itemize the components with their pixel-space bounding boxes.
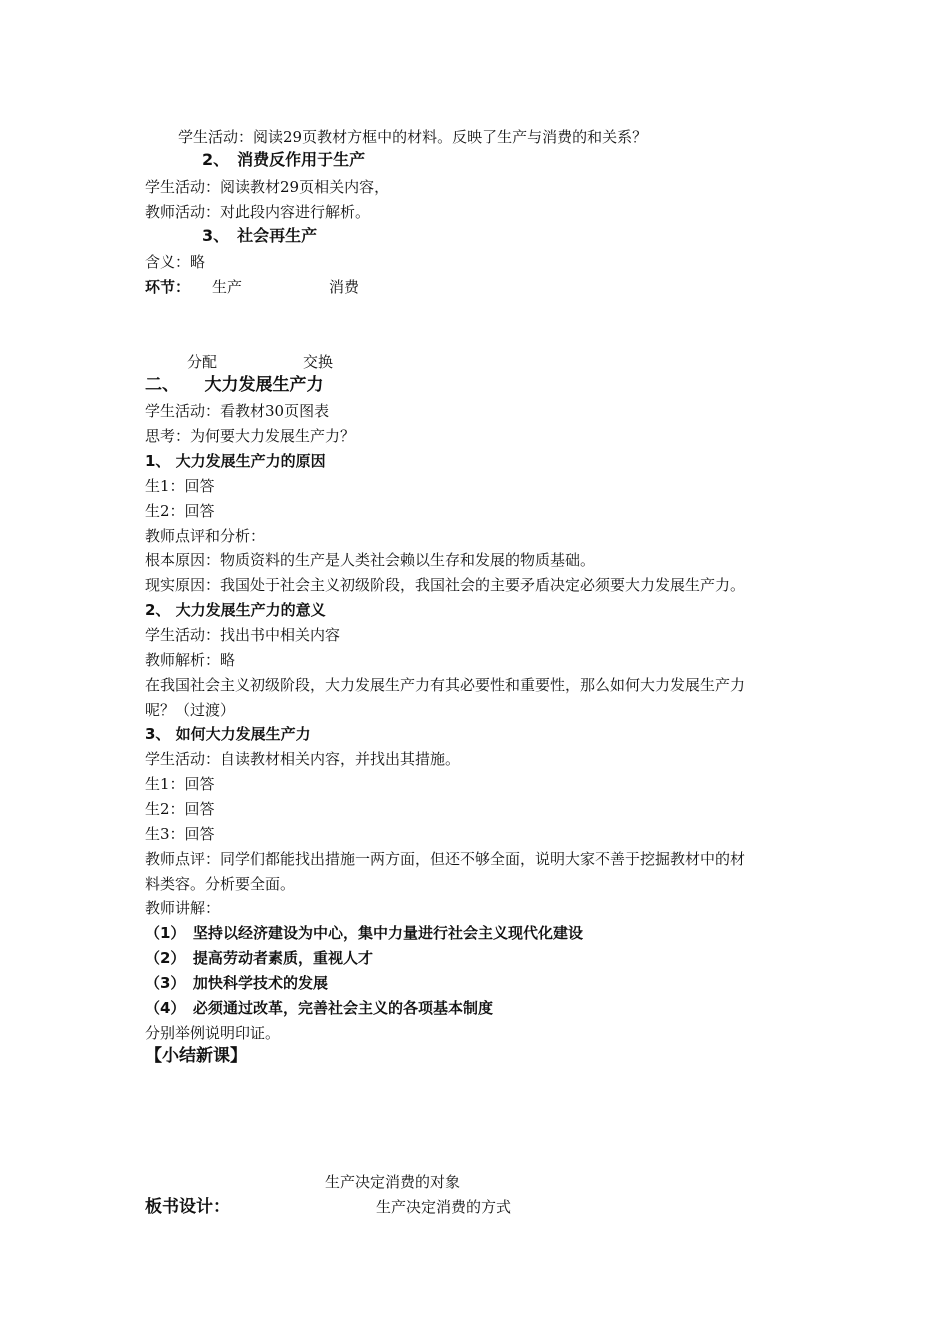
text-line: 料类容。分析要全面。: [145, 875, 296, 893]
section-heading: 二、 大力发展生产力: [145, 375, 324, 395]
text-line: 生2：回答: [145, 502, 215, 520]
text-line: 生3：回答: [145, 825, 215, 843]
cycle-step: 生产: [212, 278, 243, 296]
text-line: 思考：为何要大力发展生产力？: [145, 427, 356, 445]
heading: 3、 社会再生产: [202, 226, 318, 245]
board-design-label: 板书设计：: [145, 1197, 230, 1217]
text-line: 学生活动：看教材30页图表: [145, 402, 330, 420]
subheading: 3、 如何大力发展生产力: [145, 725, 311, 743]
subheading: 2、 大力发展生产力的意义: [145, 601, 326, 619]
text-line: 学生活动：找出书中相关内容: [145, 626, 341, 644]
text-line: 生1：回答: [145, 477, 215, 495]
text-line: 分别举例说明印证。: [145, 1024, 281, 1042]
board-item: 生产决定消费的方式: [376, 1198, 512, 1216]
cycle-step: 消费: [329, 278, 360, 296]
text-line: 生2：回答: [145, 800, 215, 818]
cycle-step: 交换: [303, 353, 334, 371]
board-item: 生产决定消费的对象: [325, 1173, 461, 1191]
text-line: 教师解析：略: [145, 651, 236, 669]
list-item: （2） 提高劳动者素质，重视人才: [145, 949, 373, 967]
label: 环节：: [145, 278, 191, 296]
text-line: 教师点评和分析：: [145, 527, 266, 545]
text-line: 呢？（过渡）: [145, 701, 236, 719]
text-line: 学生活动：阅读29页教材方框中的材料。反映了生产与消费的和关系？: [178, 128, 648, 146]
cycle-step: 分配: [187, 353, 218, 371]
subheading: 1、 大力发展生产力的原因: [145, 452, 326, 470]
text-line: 在我国社会主义初级阶段，大力发展生产力有其必要性和重要性，那么如何大力发展生产力: [145, 676, 746, 694]
text-line: 根本原因：物质资料的生产是人类社会赖以生存和发展的物质基础。: [145, 551, 596, 569]
list-item: （3） 加快科学技术的发展: [145, 974, 328, 992]
heading: 2、 消费反作用于生产: [202, 150, 366, 169]
list-item: （4） 必须通过改革，完善社会主义的各项基本制度: [145, 999, 493, 1017]
text-line: 含义：略: [145, 253, 206, 271]
text-line: 现实原因：我国处于社会主义初级阶段，我国社会的主要矛盾决定必须要大力发展生产力。: [145, 576, 746, 594]
text-line: 生1：回答: [145, 775, 215, 793]
list-item: （1） 坚持以经济建设为中心，集中力量进行社会主义现代化建设: [145, 924, 583, 942]
text-line: 学生活动：自读教材相关内容，并找出其措施。: [145, 750, 461, 768]
text-line: 教师点评：同学们都能找出措施一两方面，但还不够全面，说明大家不善于挖掘教材中的材: [145, 850, 746, 868]
text-line: 学生活动：阅读教材29页相关内容，: [145, 178, 390, 196]
section-heading: 【小结新课】: [145, 1046, 247, 1066]
text-line: 教师讲解：: [145, 899, 221, 917]
text-line: 教师活动：对此段内容进行解析。: [145, 203, 371, 221]
